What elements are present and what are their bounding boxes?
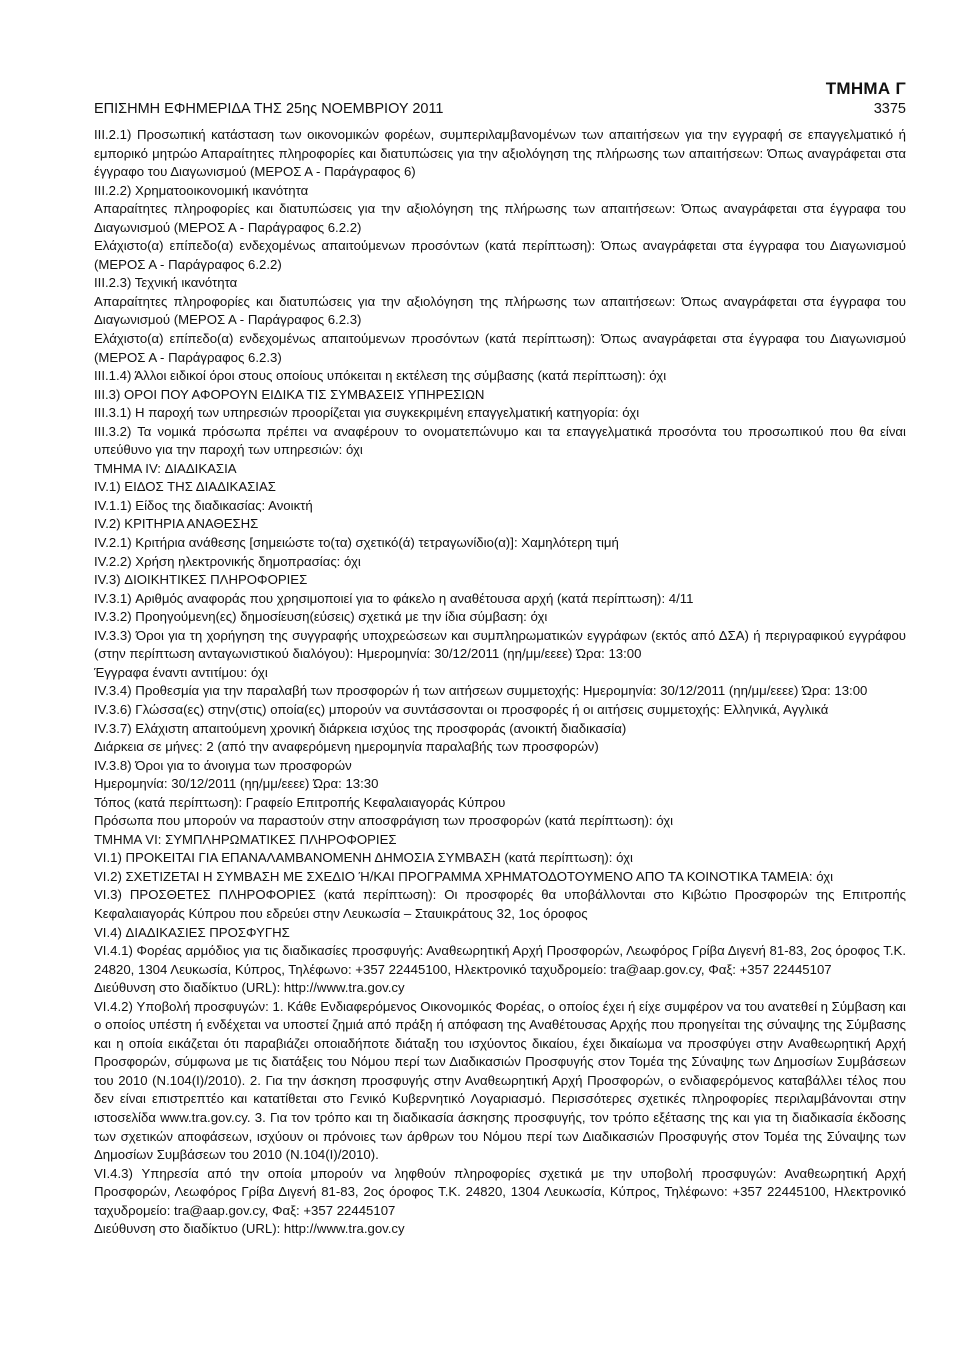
paragraph: IV.2.2) Χρήση ηλεκτρονικής δημοπρασίας: όχι [94, 553, 361, 569]
section-label: ΤΜΗΜΑ Γ [825, 79, 906, 98]
paragraph: IV.2.1) Κριτήρια ανάθεσης [σημειώστε το(τα) σχετικό(ά) τετραγωνίδιο(α)]: Χαμηλότερη τιμή [94, 535, 619, 551]
paragraph: ΙΙΙ.1.4) Άλλοι ειδικοί όροι στους οποίους υπόκειται η εκτέλεση της σύμβασης (κατά περίπτωση): όχι [94, 368, 667, 384]
paragraph: IV.3.6) Γλώσσα(ες) στην(στις) οποία(ες) μπορούν να συντάσσονται οι προσφορές ή οι αιτήσεις συμμετοχής: Ελληνικά, Αγγλικά [94, 701, 829, 717]
paragraph: VI.1) ΠΡΟΚΕΙΤΑΙ ΓΙΑ ΕΠΑΝΑΛΑΜΒΑΝΟΜΕΝΗ ΔΗΜΟΣΙΑ ΣΥΜΒΑΣΗ (κατά περίπτωση): όχι [94, 850, 633, 866]
paragraph: IV.3.4) Προθεσμία για την παραλαβή των προσφορών ή των αιτήσεων συμμετοχής: Ημερομηνία: 30/12/2011 (ηη/μμ/εεεε) Ώρα: 13:00 [94, 683, 868, 699]
paragraph: Διεύθυνση στο διαδίκτυο (URL): http://www.tra.gov.cy [94, 1221, 405, 1237]
paragraph: ΙΙΙ.2.3) Τεχνική ικανότητα [94, 275, 238, 291]
paragraph: VI.4) ΔΙΑΔΙΚΑΣΙΕΣ ΠΡΟΣΦΥΓΗΣ [94, 924, 290, 940]
paragraph: IV.3.2) Προηγούμενη(ες) δημοσίευση(εύσεις) σχετικά με την ίδια σύμβαση: όχι [94, 609, 548, 625]
paragraph: Έγγραφα έναντι αντιτίμου: όχι [94, 664, 268, 680]
paragraph: VI.4.1) Φορέας αρμόδιος για τις διαδικασίες προσφυγής: Αναθεωρητική Αρχή Προσφορών, Λεωφόρος Γρίβα Διγενή 81-83, 2ος όροφος Τ.Κ. 24820, 1304 Λευκωσία, Κύπρος, Τηλέφωνο: +357 22445100, Ηλεκτρονικό ταχυδρομείο: tra@aap.gov.cy, Φαξ: +357 22445107 [94, 943, 906, 977]
paragraph: Ελάχιστο(α) επίπεδο(α) ενδεχομένως απαιτούμενων προσόντων (κατά περίπτωση): Όπως αναγράφεται στα έγγραφα του Διαγωνισμού (ΜΕΡΟΣ Α - Παράγραφος 6.2.2) [94, 238, 906, 272]
paragraph: IV.2) ΚΡΙΤΗΡΙΑ ΑΝΑΘΕΣΗΣ [94, 516, 259, 532]
paragraph: Διάρκεια σε μήνες: 2 (από την αναφερόμενη ημερομηνία παραλαβής των προσφορών) [94, 739, 599, 755]
paragraph: Τόπος (κατά περίπτωση): Γραφείο Επιτροπής Κεφαλαιαγοράς Κύπρου [94, 794, 506, 810]
paragraph: VI.4.3) Υπηρεσία από την οποία μπορούν να ληφθούν πληροφορίες σχετικά με την υποβολή προσφυγών: Αναθεωρητική Αρχή Προσφορών, Λεωφόρος Γρίβα Διγενή 81-83, 2ος όροφος Τ.Κ. 24820, 1304 Λευκωσία, Κύπρος, Τηλέφωνο: +357 22445100, Ηλεκτρονικό ταχυδρομείο: tra@aap.gov.cy, Φαξ: +357 22445107 [94, 1165, 906, 1218]
paragraph: ΙΙΙ.3) ΟΡΟΙ ΠΟΥ ΑΦΟΡΟΥΝ ΕΙΔΙΚΑ ΤΙΣ ΣΥΜΒΑΣΕΙΣ ΥΠΗΡΕΣΙΩΝ [94, 386, 485, 402]
paragraph: IV.3.1) Αριθμός αναφοράς που χρησιμοποιεί για το φάκελο η αναθέτουσα αρχή (κατά περίπτωση): 4/11 [94, 590, 694, 606]
paragraph: VI.2) ΣΧΕΤΙΖΕΤΑΙ Η ΣΥΜΒΑΣΗ ΜΕ ΣΧΕΔΙΟ Ή/ΚΑΙ ΠΡΟΓΡΑΜΜΑ ΧΡΗΜΑΤΟΔΟΤΟΥΜΕΝΟ ΑΠΟ ΤΑ ΚΟΙΝΟΤΙΚΑ ΤΑΜΕΙΑ: όχι [94, 868, 834, 884]
paragraph: ΙΙΙ.2.1) Προσωπική κατάσταση των οικονομικών φορέων, συμπεριλαμβανομένων των απαιτήσεων για την εγγραφή σε επαγγελματικό ή εμπορικό μητρώο Απαραίτητες πληροφορίες και διατυπώσεις για την αξιολόγηση της πλήρωσης των απαιτήσεων: Όπως αναγράφεται στα έγγραφο του Διαγωνισμού (ΜΕΡΟΣ Α - Παράγραφος 6) [94, 127, 906, 180]
paragraph: Απαραίτητες πληροφορίες και διατυπώσεις για την αξιολόγηση της πλήρωσης των απαιτήσεων: Όπως αναγράφεται στα έγγραφα του Διαγωνισμού (ΜΕΡΟΣ Α - Παράγραφος 6.2.3) [94, 293, 906, 328]
paragraph: VI.4.2) Υποβολή προσφυγών: 1. Κάθε Ενδιαφερόμενος Οικονομικός Φορέας, ο οποίος έχει ή είχε συμφέρον να του ανατεθεί η Σύμβαση και ο οποίος υπέστη ή ενδέχεται να υποστεί ζημιά από πράξη ή απόφαση της Αναθέτουσας Αρχής που προηγείται της σύναψης της Σύμβασης και η οποία εικάζεται ότι παραβιάζει οποιαδήποτε διάταξη του ισχύοντος δικαίου, έχει δικαίωμα να προσφύγει στην Αναθεωρητική Αρχή Προσφορών, σύμφωνα με τις διατάξεις του Νόμου περί των Διαδικασιών Προσφυγής στον Τομέα της Σύναψης των Δημοσίων Συμβάσεων του 2010 (Ν.104(Ι)/2010). 2. Για την άσκηση προσφυγής στην Αναθεωρητική Αρχή Προσφορών, ο ενδιαφερόμενος καταβάλλει τέλος που δεν είναι επιστρεπτέο και κατατίθεται στο Γενικό Κυβερνητικό Λογαριασμό. Περισσότερες σχετικές πληροφορίες περιλαμβάνονται στην ιστοσελίδα www.tra.gov.cy. 3. Για τον τρόπο και τη διαδικασία άσκησης προσφυγής, τον τρόπο εξέτασης της και για τη διαδικασία έκδοσης των σχετικών αποφάσεων, ισχύουν οι πρόνοιες των άρθρων του Νόμου περί των Διαδικασιών Προσφυγής στον Τομέα της Σύναψης των Δημοσίων Συμβάσεων του 2010 (Ν.104(Ι)/2010). [94, 998, 906, 1163]
paragraph: VI.3) ΠΡΟΣΘΕΤΕΣ ΠΛΗΡΟΦΟΡΙΕΣ (κατά περίπτωση): Οι προσφορές θα υποβάλλονται στο Κιβώτιο Προσφορών της Επιτροπής Κεφαλαιαγοράς Κύπρου που εδρεύει στην Λευκωσία – Σταυικράτους 32, 1ος όροφος [94, 887, 906, 921]
paragraph: IV.1.1) Είδος της διαδικασίας: Ανοικτή [94, 497, 313, 513]
paragraph: IV.3) ΔΙΟΙΚΗΤΙΚΕΣ ΠΛΗΡΟΦΟΡΙΕΣ [94, 572, 308, 588]
paragraph: IV.1) ΕΙΔΟΣ ΤΗΣ ΔΙΑΔΙΚΑΣΙΑΣ [94, 479, 276, 495]
paragraph: Ελάχιστο(α) επίπεδο(α) ενδεχομένως απαιτούμενων προσόντων (κατά περίπτωση): Όπως αναγράφεται στα έγγραφα του Διαγωνισμού (ΜΕΡΟΣ Α - Παράγραφος 6.2.3) [94, 331, 906, 365]
paragraph: ΙΙΙ.2.2) Χρηματοοικονομική ικανότητα [94, 182, 309, 198]
paragraph: ΤΜΗΜΑ IV: ΔΙΑΔΙΚΑΣΙΑ [94, 460, 237, 476]
paragraph: ΙΙΙ.3.2) Τα νομικά πρόσωπα πρέπει να αναφέρουν το ονοματεπώνυμο και τα επαγγελματικά προσόντα του προσωπικού που θα είναι υπεύθυνο για την παροχή των υπηρεσιών: όχι [94, 423, 906, 458]
paragraph: IV.3.7) Ελάχιστη απαιτούμενη χρονική διάρκεια ισχύος της προσφοράς (ανοικτή διαδικασία) [94, 720, 627, 736]
paragraph: Απαραίτητες πληροφορίες και διατυπώσεις για την αξιολόγηση της πλήρωσης των απαιτήσεων: Όπως αναγράφεται στα έγγραφα του Διαγωνισμού (ΜΕΡΟΣ Α - Παράγραφος 6.2.2) [94, 201, 906, 235]
paragraph: IV.3.8) Όροι για το άνοιγμα των προσφορών [94, 757, 352, 773]
paragraph: Ημερομηνία: 30/12/2011 (ηη/μμ/εεεε) Ώρα: 13:30 [94, 776, 379, 792]
paragraph: Διεύθυνση στο διαδίκτυο (URL): http://www.tra.gov.cy [94, 980, 405, 996]
gazette-title: ΕΠΙΣΗΜΗ ΕΦΗΜΕΡΙΔΑ ΤΗΣ 25ης ΝΟΕΜΒΡΙΟΥ 2011 [94, 101, 444, 117]
document-body [94, 126, 906, 1239]
paragraph: Πρόσωπα που μπορούν να παραστούν στην αποσφράγιση των προσφορών (κατά περίπτωση): όχι [94, 813, 674, 829]
paragraph: ΙΙΙ.3.1) Η παροχή των υπηρεσιών προορίζεται για συγκεκριμένη επαγγελματική κατηγορία: όχι [94, 405, 640, 421]
paragraph: ΤΜΗΜΑ VI: ΣΥΜΠΛΗΡΩΜΑΤΙΚΕΣ ΠΛΗΡΟΦΟΡΙΕΣ [94, 831, 397, 847]
paragraph: IV.3.3) Όροι για τη χορήγηση της συγγραφής υποχρεώσεων και συμπληρωματικών εγγράφων (εκτός από ΔΣΑ) ή περιγραφικού εγγράφου (στην περίπτωση ανταγωνιστικού διαλόγου): Ημερομηνία: 30/12/2011 (ηη/μμ/εεεε) Ώρα: 13:00 [94, 627, 906, 662]
page-number: 3375 [873, 101, 906, 117]
